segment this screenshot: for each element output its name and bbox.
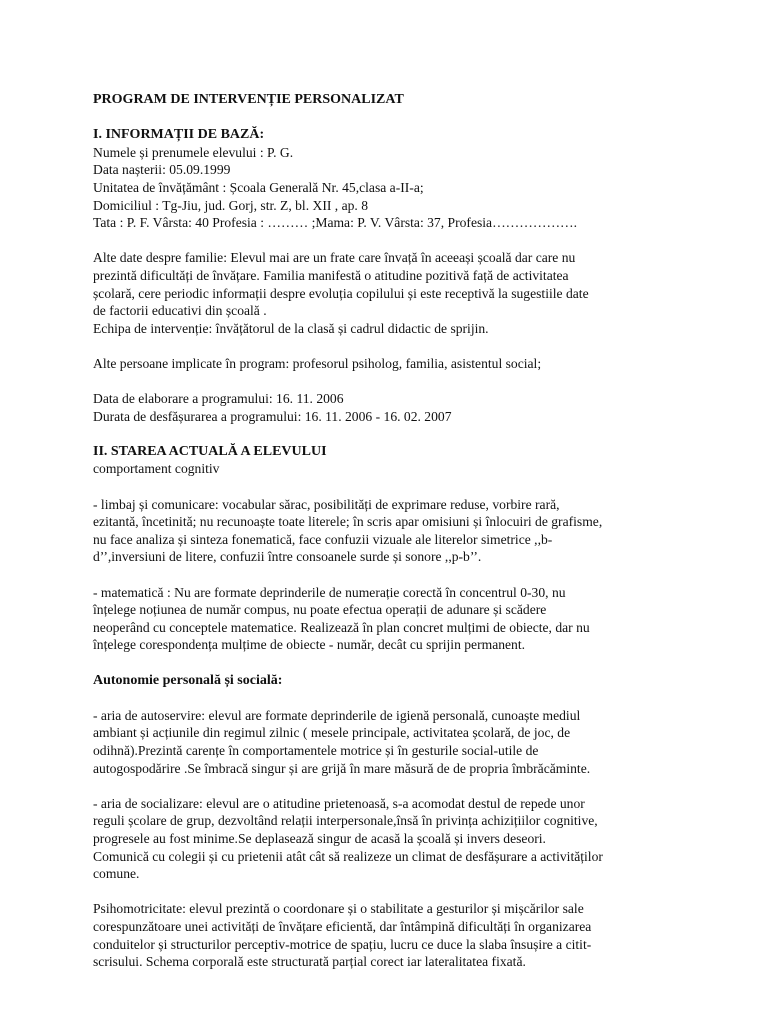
document-body (93, 91, 683, 971)
section-2-subheading: comportament cognitiv (93, 461, 220, 477)
other-persons: Alte persoane implicate în program: profesorul psiholog, familia, asistentul social; (93, 355, 542, 371)
program-duration: Durata de desfășurarea a programului: 16. 11. 2006 - 16. 02. 2007 (93, 408, 452, 424)
section-1-heading: I. INFORMAȚII DE BAZĂ: (93, 127, 265, 143)
intervention-team: Echipa de intervenție: învățătorul de la clasă și cadrul didactic de sprijin. (93, 320, 489, 336)
socialization-line: comune. (93, 866, 140, 882)
family-line: școlară, cere periodic informații despre evoluția copilului și este receptivă la sugestiile date (93, 285, 589, 301)
self-service-line: autogospodărire .Se îmbracă singur și are grijă în mare măsură de de propria îmbrăcăminte. (93, 760, 591, 776)
socialization-line: progresele au fost minime.Se deplasează singur de acasă la școală și invers deseori. (93, 830, 546, 846)
socialization-line: - aria de socializare: elevul are o atitudine prietenoasă, s-a acomodat destul de repede unor (93, 795, 585, 811)
socialization-line: reguli școlare de grup, dezvoltând relații interpersonale,însă în privința achizițiilor cognitive, (93, 813, 598, 829)
math-line: neoperând cu conceptele matematice. Realizează în plan concret mulțimi de obiecte, dar nu (93, 619, 590, 635)
elaboration-date: Data de elaborare a programului: 16. 11. 2006 (93, 391, 344, 407)
math-line: - matematică : Nu are formate deprinderile de numerație corectă în concentrul 0-30, nu (93, 584, 566, 600)
autonomy-heading: Autonomie personală și socială: (93, 672, 283, 688)
language-line: - limbaj și comunicare: vocabular sărac, posibilități de exprimare reduse, vorbire rară, (93, 496, 560, 512)
self-service-line: ambiant și acțiunile din regimul zilnic ( mesele principale, activitatea școlară, de joc, de (93, 725, 571, 741)
self-service-line: - aria de autoservire: elevul are formate deprinderile de igienă personală, cunoaște mediul (93, 707, 581, 723)
math-line: înțelege corespondența mulțime de obiecte - număr, decât cu sprijin permanent. (93, 637, 526, 653)
document-title: PROGRAM DE INTERVENȚIE PERSONALIZAT (93, 92, 404, 107)
psychomotor-line: scrisului. Schema corporală este structurată parțial corect iar lateralitatea fixată. (93, 954, 526, 970)
socialization-line: Comunică cu colegii și cu prietenii atât cât să realizeze un climat de desfășurare a activităților (93, 848, 603, 864)
language-line: nu face analiza și sinteza fonematică, face confuzii vizuale ale literelor simetrice ,,b- (93, 531, 553, 547)
family-line: prezintă dificultăți de învățare. Familia manifestă o atitudine pozitivă față de activitatea (93, 267, 569, 283)
family-line: de factorii educativi din școală . (93, 303, 267, 319)
school-unit: Unitatea de învățământ : Școala Generală Nr. 45,clasa a-II-a; (93, 179, 424, 195)
psychomotor-line: Psihomotricitate: elevul prezintă o coordonare și o stabilitate a gesturilor și mișcărilor sale (93, 901, 584, 917)
student-name: Numele și prenumele elevului : P. G. (93, 144, 294, 160)
language-line: d’’,inversiuni de litere, confuzii între consoanele surde și sonore ,,p-b’’. (93, 549, 482, 565)
psychomotor-line: conduitelor și structurilor perceptiv-motrice de spațiu, lucru ce duce la slaba însușire a citit- (93, 936, 592, 952)
address: Domiciliul : Tg-Jiu, jud. Gorj, str. Z, bl. XII , ap. 8 (93, 197, 369, 213)
family-line: Alte date despre familie: Elevul mai are un frate care învață în aceeași școală dar care nu (93, 250, 576, 266)
section-2-heading: II. STAREA ACTUALĂ A ELEVULUI (93, 443, 327, 459)
language-line: ezitantă, încetinită; nu recunoaște toate literele; în scris apar omisiuni și înlocuiri de grafisme, (93, 514, 603, 530)
math-line: înțelege noțiunea de număr compus, nu poate efectua operații de adunare și scădere (93, 602, 547, 618)
psychomotor-line: corespunzătoare unei activități de învățare eficientă, dar întâmpină dificultăți în organizarea (93, 918, 592, 934)
birth-date: Data nașterii: 05.09.1999 (93, 162, 231, 178)
self-service-line: odihnă).Prezintă carențe în comportamentele motrice și în gesturile social-utile de (93, 742, 539, 758)
parents-info: Tata : P. F. Vârsta: 40 Profesia : ……… ;Mama: P. V. Vârsta: 37, Profesia………………. (93, 215, 578, 231)
